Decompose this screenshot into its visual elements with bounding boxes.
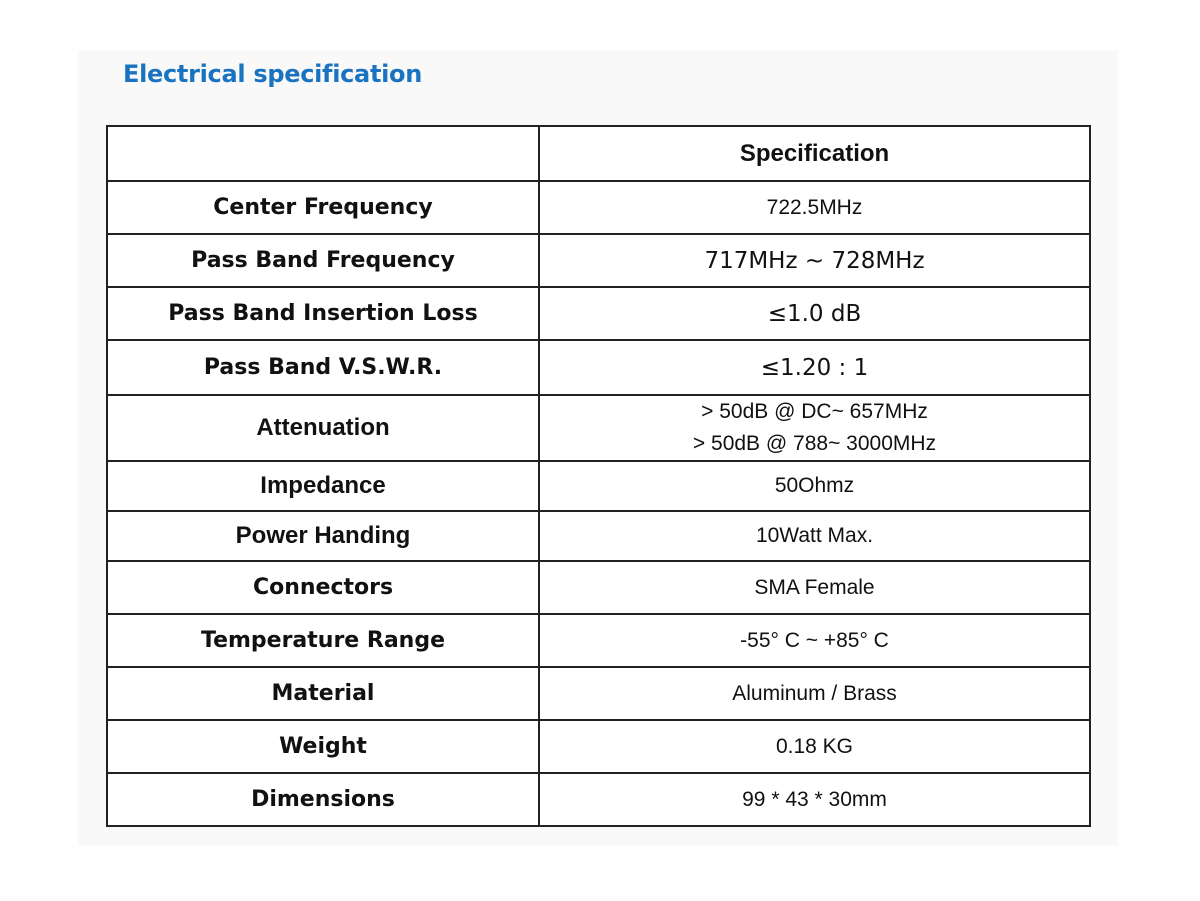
row-value: 10Watt Max. xyxy=(539,511,1090,561)
page-title: Electrical specification xyxy=(123,60,423,88)
table-row xyxy=(107,461,1090,511)
table-row xyxy=(107,395,1090,461)
row-label: Temperature Range xyxy=(107,614,539,667)
attenuation-line: > 50dB @ 788~ 3000MHz xyxy=(692,432,937,455)
row-label: Center Frequency xyxy=(107,181,539,234)
row-value: ≤1.20 : 1 xyxy=(539,340,1090,395)
row-label: Pass Band Insertion Loss xyxy=(107,287,539,340)
table-row xyxy=(107,234,1090,287)
table-row xyxy=(107,511,1090,561)
row-value: SMA Female xyxy=(539,561,1090,614)
row-value: -55° C ~ +85° C xyxy=(539,614,1090,667)
row-value: 717MHz ~ 728MHz xyxy=(539,234,1090,287)
header-value-cell: Specification xyxy=(539,126,1090,181)
row-value xyxy=(539,395,1090,461)
row-value: Aluminum / Brass xyxy=(539,667,1090,720)
table-row xyxy=(107,340,1090,395)
row-label: Material xyxy=(107,667,539,720)
row-label: Power Handing xyxy=(107,511,539,561)
row-label: Dimensions xyxy=(107,773,539,826)
table-row xyxy=(107,287,1090,340)
table-row xyxy=(107,614,1090,667)
row-value: 99 * 43 * 30mm xyxy=(539,773,1090,826)
row-label: Attenuation xyxy=(107,395,539,461)
table-row xyxy=(107,667,1090,720)
table-row xyxy=(107,720,1090,773)
row-value: 722.5MHz xyxy=(539,181,1090,234)
row-value: 0.18 KG xyxy=(539,720,1090,773)
row-label: Weight xyxy=(107,720,539,773)
table-row xyxy=(107,181,1090,234)
row-label: Impedance xyxy=(107,461,539,511)
row-label: Pass Band Frequency xyxy=(107,234,539,287)
row-label: Pass Band V.S.W.R. xyxy=(107,340,539,395)
row-value: 50Ohmz xyxy=(539,461,1090,511)
row-value: ≤1.0 dB xyxy=(539,287,1090,340)
table-row xyxy=(107,773,1090,826)
table-row xyxy=(107,561,1090,614)
table-header-row xyxy=(107,126,1090,181)
row-label: Connectors xyxy=(107,561,539,614)
header-label-cell xyxy=(107,126,539,181)
spec-table xyxy=(106,125,1091,827)
attenuation-line: > 50dB @ DC~ 657MHz xyxy=(701,400,928,423)
